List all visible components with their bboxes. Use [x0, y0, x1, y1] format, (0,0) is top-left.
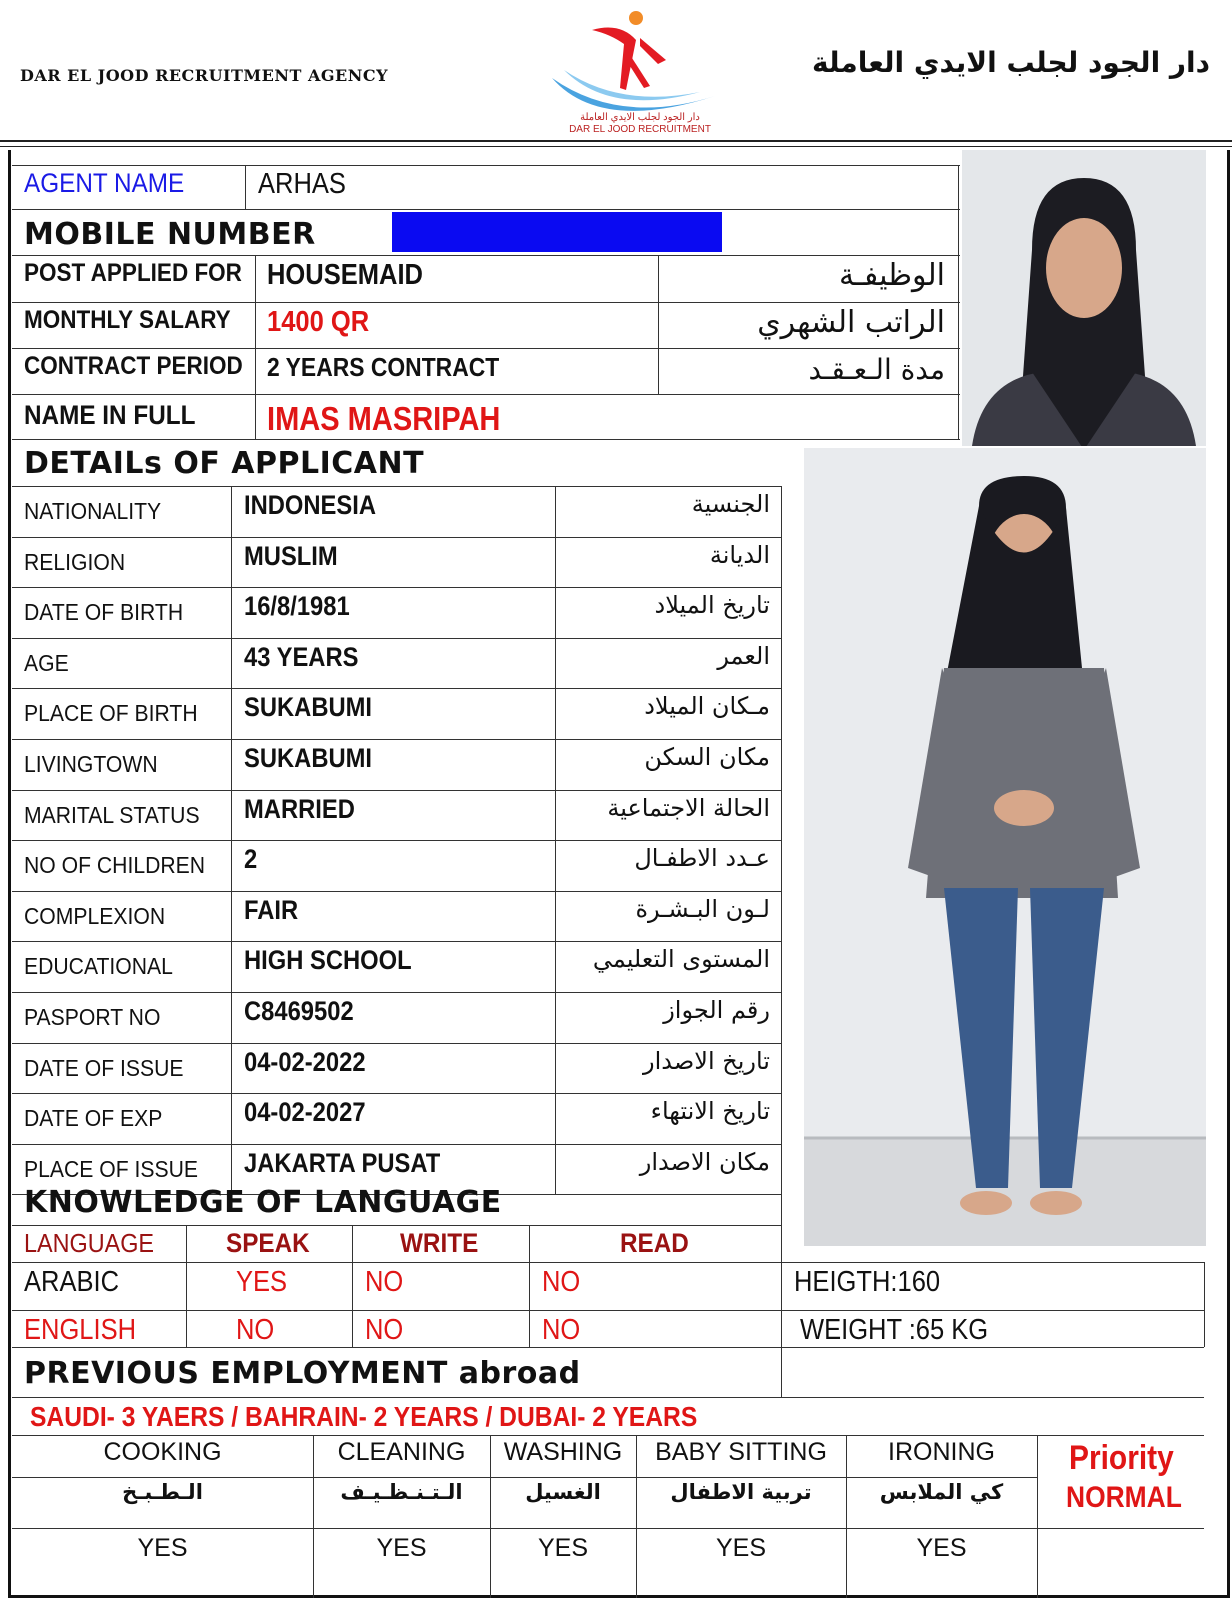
weight-value: WEIGHT :65 KG — [800, 1314, 989, 1346]
fullname-label: NAME IN FULL — [24, 400, 196, 430]
details-col-line — [555, 486, 556, 1194]
skill-label: BABY SITTING — [655, 1438, 827, 1466]
logo-caption-ar: دار الجود لجلب الايدي العاملة — [580, 112, 700, 123]
detail-label-ar: الجنسية — [691, 490, 770, 518]
lang-english-write: NO — [365, 1314, 404, 1346]
detail-label-ar: العمر — [717, 642, 770, 670]
contract-label-ar: مدة الـعـقـد — [808, 353, 945, 386]
details-row-line — [12, 992, 782, 993]
detail-value: SUKABUMI — [244, 692, 373, 722]
lang-arabic-read: NO — [542, 1266, 581, 1298]
detail-label: PASPORT NO — [24, 1004, 161, 1030]
post-label-ar: الوظيفـة — [839, 258, 945, 293]
details-title: DETAILs OF APPLICANT — [24, 446, 425, 481]
detail-label: EDUCATIONAL — [24, 953, 173, 979]
language-title: KNOWLEDGE OF LANGUAGE — [24, 1185, 502, 1220]
detail-label: COMPLEXION — [24, 903, 166, 929]
detail-label-ar: مكان السكن — [644, 743, 770, 771]
previous-value: SAUDI- 3 YAERS / BAHRAIN- 2 YEARS / DUBAI- 2 YEARS — [30, 1401, 698, 1432]
contract-value: 2 YEARS CONTRACT — [267, 352, 500, 382]
height-value: HEIGTH:160 — [794, 1266, 941, 1298]
lang-arabic-write: NO — [365, 1266, 404, 1298]
detail-label: NO OF CHILDREN — [24, 852, 206, 878]
detail-label: DATE OF EXP — [24, 1105, 163, 1131]
skill-label: WASHING — [503, 1438, 623, 1466]
header-divider — [0, 140, 1232, 142]
details-row-line — [12, 891, 782, 892]
lang-english-speak: NO — [236, 1314, 275, 1346]
agency-name-ar: دار الجود لجلب الايدي العاملة — [811, 46, 1210, 79]
detail-label: RELIGION — [24, 549, 126, 575]
lang-header-language: LANGUAGE — [24, 1228, 155, 1258]
detail-value: 16/8/1981 — [244, 591, 350, 621]
post-label: POST APPLIED FOR — [24, 259, 242, 287]
details-row-line — [12, 1093, 782, 1094]
detail-label-ar: تاريخ الانتهاء — [650, 1097, 770, 1125]
detail-label: PLACE OF ISSUE — [24, 1156, 199, 1182]
priority-label: Priority — [1069, 1439, 1174, 1477]
detail-label-ar: تاريخ الميلاد — [654, 591, 770, 619]
detail-label-ar: عـدد الاطفـال — [634, 844, 770, 872]
skill-label-ar: تربية الاطفال — [670, 1480, 812, 1504]
details-row-line — [12, 739, 782, 740]
detail-value: INDONESIA — [244, 490, 377, 520]
details-row-line — [12, 638, 782, 639]
details-row-line — [12, 688, 782, 689]
skill-value: YES — [376, 1534, 427, 1562]
lang-header-write: WRITE — [400, 1228, 479, 1258]
lang-header-read: READ — [620, 1228, 689, 1258]
detail-label-ar: الحالة الاجتماعية — [607, 794, 770, 822]
detail-label-ar: لـون البـشـرة — [635, 895, 770, 923]
skill-value: YES — [137, 1534, 188, 1562]
portrait-photo — [962, 150, 1206, 446]
salary-label-ar: الراتب الشهري — [757, 305, 945, 340]
skill-value: YES — [715, 1534, 767, 1562]
detail-value: MUSLIM — [244, 541, 338, 571]
detail-label-ar: رقم الجواز — [663, 996, 770, 1024]
lang-arabic-speak: YES — [236, 1266, 288, 1298]
detail-value: 04-02-2022 — [244, 1047, 366, 1077]
detail-label: NATIONALITY — [24, 498, 162, 524]
skill-label: COOKING — [103, 1438, 222, 1466]
detail-label-ar: مكان الاصدار — [639, 1148, 770, 1176]
detail-value: FAIR — [244, 895, 299, 925]
detail-value: 04-02-2027 — [244, 1097, 366, 1127]
skill-value: YES — [916, 1534, 967, 1562]
skill-label-ar: الـطـبـخ — [122, 1480, 203, 1504]
detail-label-ar: المستوى التعليمي — [592, 945, 770, 973]
details-col-line — [781, 486, 782, 1194]
agent-name-value: ARHAS — [258, 168, 346, 200]
skill-label-ar: الـتـنـظـيـف — [340, 1480, 463, 1504]
detail-label-ar: مـكان الميلاد — [644, 692, 770, 720]
lang-english: ENGLISH — [24, 1314, 137, 1346]
agency-name-en: DAR EL JOOD RECRUITMENT AGENCY — [20, 66, 388, 85]
details-row-line — [12, 1043, 782, 1044]
detail-label: DATE OF ISSUE — [24, 1055, 184, 1081]
details-row-line — [12, 840, 782, 841]
lang-english-read: NO — [542, 1314, 581, 1346]
logo-caption-en: DAR EL JOOD RECRUITMENT — [569, 124, 711, 135]
detail-value: SUKABUMI — [244, 743, 373, 773]
detail-value: HIGH SCHOOL — [244, 945, 412, 975]
detail-label-ar: تاريخ الاصدار — [643, 1047, 770, 1075]
header-divider-thin — [0, 146, 1232, 147]
details-row-line — [12, 486, 782, 487]
details-row-line — [12, 790, 782, 791]
detail-value: C8469502 — [244, 996, 354, 1026]
fullname-value: IMAS MASRIPAH — [267, 400, 501, 437]
detail-label: MARITAL STATUS — [24, 802, 200, 828]
salary-label: MONTHLY SALARY — [24, 306, 231, 334]
skill-value: YES — [537, 1534, 589, 1562]
detail-value: 2 — [244, 844, 258, 874]
previous-title: PREVIOUS EMPLOYMENT abroad — [24, 1356, 581, 1391]
salary-value: 1400 QR — [267, 306, 370, 338]
details-row-line — [12, 1144, 782, 1145]
agent-name-label: AGENT NAME — [24, 168, 185, 198]
detail-label: PLACE OF BIRTH — [24, 700, 198, 726]
detail-value: 43 YEARS — [244, 642, 359, 672]
skill-label-ar: الغسيل — [525, 1480, 601, 1504]
mobile-number-label: MOBILE NUMBER — [24, 217, 316, 252]
detail-value: JAKARTA PUSAT — [244, 1148, 441, 1178]
details-row-line — [12, 587, 782, 588]
detail-value: MARRIED — [244, 794, 355, 824]
full-body-photo — [804, 448, 1206, 1246]
lang-arabic: ARABIC — [24, 1266, 120, 1298]
skill-label: CLEANING — [337, 1438, 466, 1466]
lang-header-speak: SPEAK — [226, 1228, 310, 1258]
detail-label: AGE — [24, 650, 69, 676]
details-col-line — [231, 486, 232, 1194]
post-value: HOUSEMAID — [267, 259, 423, 291]
mobile-number-redacted — [392, 212, 722, 252]
details-row-line — [12, 941, 782, 942]
skill-label: IRONING — [888, 1438, 995, 1466]
details-row-line — [12, 537, 782, 538]
skill-label-ar: كي الملابس — [879, 1480, 1004, 1504]
priority-value: NORMAL — [1066, 1481, 1182, 1514]
detail-label: LIVINGTOWN — [24, 751, 158, 777]
contract-label: CONTRACT PERIOD — [24, 352, 243, 380]
detail-label-ar: الديانة — [709, 541, 770, 569]
detail-label: DATE OF BIRTH — [24, 599, 184, 625]
